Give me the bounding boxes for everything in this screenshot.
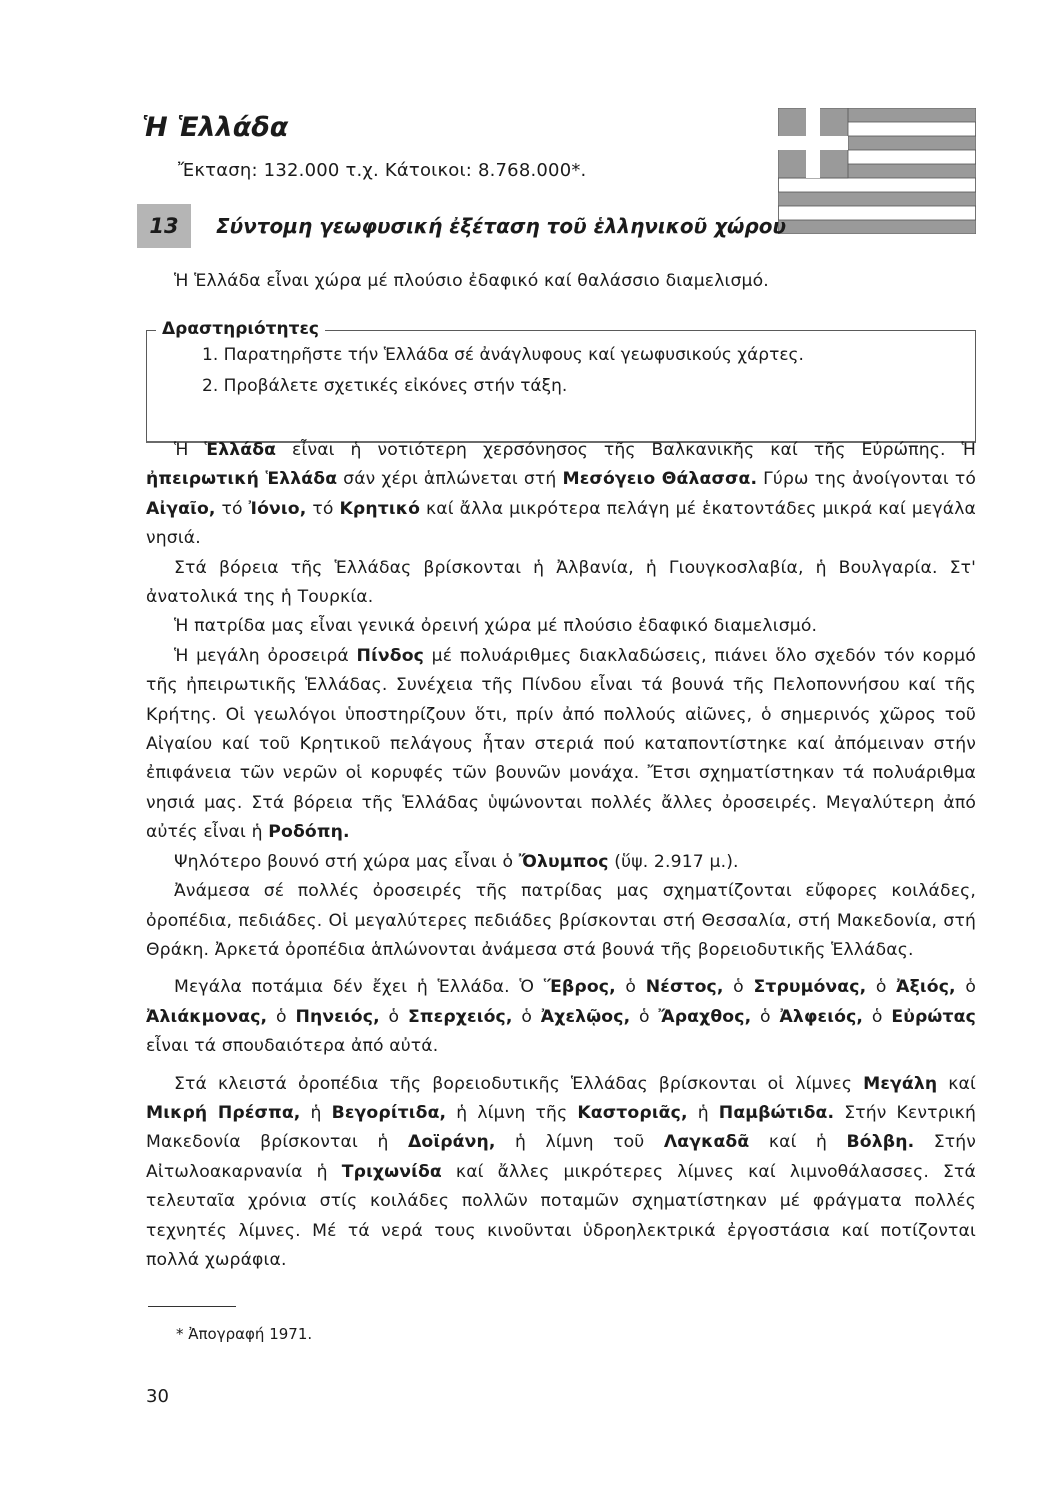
highlighted-term: ἠπειρωτική Ἑλλάδα xyxy=(146,469,338,490)
country-stats: Ἔκταση: 132.000 τ.χ. Κάτοικοι: 8.768.000*. xyxy=(178,160,587,181)
highlighted-term: Μικρή Πρέσπα, xyxy=(146,1102,301,1123)
highlighted-term: Μεγάλη xyxy=(863,1073,938,1094)
highlighted-term: Νέστος, xyxy=(645,977,724,998)
activity-item: 2. Προβάλετε σχετικές εἰκόνες στήν τάξη. xyxy=(202,376,568,396)
activities-label: Δραστηριότητες xyxy=(156,319,325,339)
page-number: 30 xyxy=(146,1386,169,1407)
highlighted-term: Ἰόνιο, xyxy=(248,498,307,519)
footnote-divider xyxy=(148,1306,236,1307)
highlighted-term: Αἰγαῖο, xyxy=(146,498,216,519)
highlighted-term: Ἄραχθος, xyxy=(658,1006,752,1027)
intro-text: Ἡ Ἑλλάδα εἶναι χώρα μέ πλούσιο ἐδαφικό καί θαλάσσιο διαμελισμό. xyxy=(174,271,769,291)
highlighted-term: Εὐρώτας xyxy=(891,1006,976,1027)
highlighted-term: Ἑλλάδα xyxy=(204,440,277,460)
highlighted-term: Ἀλφειός, xyxy=(779,1006,864,1027)
body-paragraph: Ἡ μεγάλη ὀροσειρά Πίνδος μέ πολυάριθμες διακλαδώσεις, πιάνει ὅλο σχεδόν τόν κορμό τῆς ἠπειρωτικῆς Ἑλλάδας. Συνέχεια τῆς Πίνδου εἶναι τά βουνά τῆς Πελοποννήσου καί τῆς Κρήτης. Οἱ γεωλόγοι ὑποστηρίζουν ὅτι, πρίν ἀπό πολλούς αἰῶνες, ὁ σημερινός χῶρος τοῦ Αἰγαίου καί τοῦ Κρητικοῦ πελάγους ἦταν στεριά πού καταποντίστηκε καί ἀπόμειναν στήν ἐπιφάνεια τῶν νερῶν οἱ κορυφές τῶν βουνῶν μονάχα. Ἔτσι σχηματίστηκαν τά πολυάριθμα νησιά μας. Στά βόρεια τῆς Ἑλλάδας ὑψώνονται πολλές ἄλλες ὀροσειρές. Μεγαλύτερη ἀπό αὐτές εἶναι ἡ Ροδόπη. xyxy=(146,645,977,843)
highlighted-term: Ἀξιός, xyxy=(896,977,956,998)
highlighted-term: Σπερχειός, xyxy=(407,1006,513,1027)
body-paragraph: Ψηλότερο βουνό στή χώρα μας εἶναι ὁ Ὄλυμπος (ὕψ. 2.917 μ.). xyxy=(174,851,739,872)
activity-item: 1. Παρατηρῆστε τήν Ἑλλάδα σέ ἀνάγλυφους καί γεωφυσικούς χάρτες. xyxy=(202,345,804,365)
highlighted-term: Βόλβη. xyxy=(846,1132,915,1153)
highlighted-term: Ἀχελῷος, xyxy=(540,1006,631,1027)
body-paragraph: Στά βόρεια τῆς Ἑλλάδας βρίσκονται ἡ Ἀλβανία, ἡ Γιουγκοσλαβία, ἡ Βουλγαρία. Στ' ἀνατολικά της ἡ Τουρκία. xyxy=(146,557,976,608)
highlighted-term: Ἀλιάκμονας, xyxy=(146,1006,268,1027)
greek-flag-icon xyxy=(778,108,976,234)
highlighted-term: Παμβώτιδα. xyxy=(718,1102,835,1123)
highlighted-term: Δοϊράνη, xyxy=(407,1132,496,1153)
body-text xyxy=(146,436,976,1275)
highlighted-term: Κρητικό xyxy=(339,498,421,519)
highlighted-term: Καστοριᾶς, xyxy=(577,1102,688,1123)
highlighted-term: Στρυμόνας, xyxy=(753,977,867,998)
body-paragraph: Μεγάλα ποτάμια δέν ἔχει ἡ Ἑλλάδα. Ὁ Ἕβρος, ὁ Νέστος, ὁ Στρυμόνας, ὁ Ἀξιός, ὁ Ἀλιάκμονας, ὁ Πηνειός, ὁ Σπερχειός, ὁ Ἀχελῷος, ὁ Ἄραχθος, ὁ Ἀλφειός, ὁ Εὐρώτας εἶναι τά σπουδαιότερα ἀπό αὐτά. xyxy=(146,977,976,1057)
highlighted-term: Πηνειός, xyxy=(295,1006,380,1027)
page-title: Ἡ Ἑλλάδα xyxy=(142,112,289,143)
highlighted-term: Λαγκαδᾶ xyxy=(663,1132,750,1153)
footnote: * Ἀπογραφή 1971. xyxy=(176,1325,313,1343)
body-paragraph: Ἡ πατρίδα μας εἶναι γενικά ὀρεινή χώρα μέ πλούσιο ἐδαφικό διαμελισμό. xyxy=(174,616,818,637)
body-paragraph: Στά κλειστά ὀροπέδια τῆς βορειοδυτικῆς Ἑλλάδας βρίσκονται οἱ λίμνες Μεγάλη καί Μικρή Πρέσπα, ἡ Βεγορίτιδα, ἡ λίμνη τῆς Καστοριᾶς, ἡ Παμβώτιδα. Στήν Κεντρική Μακεδονία βρίσκονται ἡ Δοϊράνη, ἡ λίμνη τοῦ Λαγκαδᾶ καί ἡ Βόλβη. Στήν Αἰτωλοακαρνανία ἡ Τριχωνίδα καί ἄλλες μικρότερες λίμνες καί λιμνοθάλασσες. Στά τελευταῖα χρόνια στίς κοιλάδες πολλῶν ποταμῶν σχηματίστηκαν μέ φράγματα πολλές τεχνητές λίμνες. Μέ τά νερά τους κινοῦνται ὑδροηλεκτρικά ἐργοστάσια καί ποτίζονται πολλά χωράφια. xyxy=(146,1073,977,1270)
body-paragraph: Ἀνάμεσα σέ πολλές ὀροσειρές τῆς πατρίδας μας σχηματίζονται εὔφορες κοιλάδες, ὀροπέδια, πεδιάδες. Οἱ μεγαλύτερες πεδιάδες βρίσκονται στή Θεσσαλία, στή Μακεδονία, στή Θράκη. Ἀρκετά ὀροπέδια ἁπλώνονται ἀνάμεσα στά βουνά τῆς βορειοδυτικῆς Ἑλλάδας. xyxy=(146,881,976,960)
chapter-number: 13 xyxy=(137,204,191,248)
highlighted-term: Ροδόπη. xyxy=(268,822,350,843)
highlighted-term: Ἕβρος, xyxy=(543,977,616,998)
highlighted-term: Ὄλυμπος xyxy=(518,851,609,872)
highlighted-term: Τριχωνίδα xyxy=(341,1161,442,1182)
chapter-title: Σύντομη γεωφυσική ἐξέταση τοῦ ἑλληνικοῦ χώρου xyxy=(216,214,786,238)
highlighted-term: Βεγορίτιδα, xyxy=(331,1102,447,1123)
body-paragraph: Ἡ Ἑλλάδα εἶναι ἡ νοτιότερη χερσόνησος τῆς Βαλκανικῆς καί τῆς Εὐρώπης. Ἡ ἠπειρωτική Ἑλλάδα σάν χέρι ἁπλώνεται στή Μεσόγειο Θάλασσα. Γύρω της ἀνοίγονται τό Αἰγαῖο, τό Ἰόνιο, τό Κρητικό καί ἄλλα μικρότερα πελάγη μέ ἑκατοντάδες μικρά καί μεγάλα νησιά. xyxy=(146,440,977,549)
highlighted-term: Πίνδος xyxy=(356,645,425,666)
highlighted-term: Μεσόγειο Θάλασσα. xyxy=(562,469,758,490)
